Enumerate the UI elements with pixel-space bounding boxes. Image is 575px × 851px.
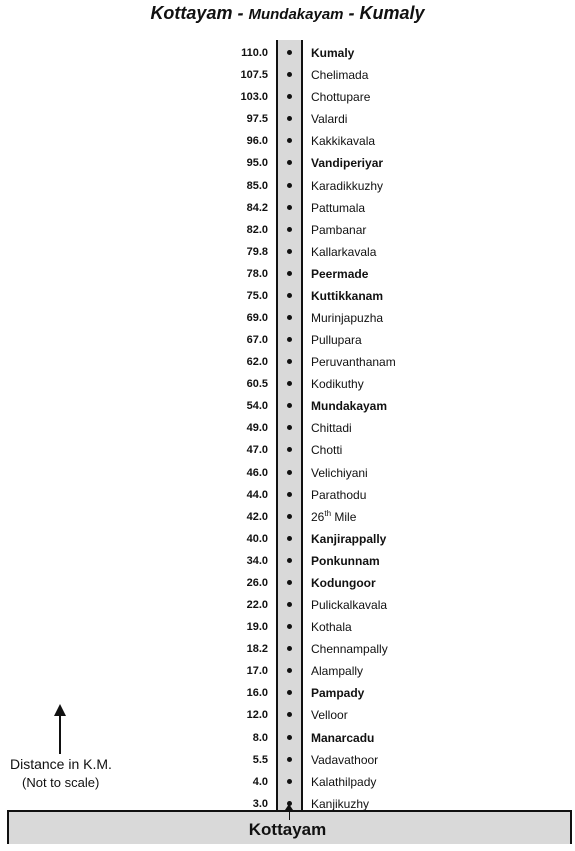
stop-distance: 78.0 [246, 267, 268, 280]
stop-name [311, 506, 356, 528]
stop-row [0, 417, 575, 439]
stop-row [0, 506, 575, 528]
stop-name [311, 616, 352, 638]
stop-name [311, 373, 364, 395]
stop-dot-icon [287, 271, 292, 276]
stop-name [311, 86, 370, 108]
stop-name [311, 660, 363, 682]
stop-name-text: Velichiyani [311, 465, 368, 480]
stop-name [311, 638, 388, 660]
stop-row [0, 219, 575, 241]
stop-dot-icon [287, 425, 292, 430]
stop-row [0, 64, 575, 86]
stop-name [311, 197, 365, 219]
stop-name-text: Vandiperiyar [311, 156, 384, 171]
stop-name [311, 484, 366, 506]
stop-dot-icon [287, 757, 292, 762]
stop-name-text: Vadavathoor [311, 752, 379, 767]
stop-name-text: Pampady [311, 686, 365, 701]
stop-name [311, 417, 352, 439]
stop-name-text: Murinjapuzha [311, 311, 384, 325]
stop-distance: 3.0 [252, 797, 268, 810]
stop-distance: 17.0 [246, 665, 268, 678]
stop-name-text: Alampally [311, 664, 364, 679]
stop-dot-icon [287, 492, 292, 497]
stop-distance: 8.0 [252, 731, 268, 744]
stop-dot-icon [287, 602, 292, 607]
stop-distance: 62.0 [246, 356, 268, 369]
stop-dot-icon [287, 337, 292, 342]
stop-dot-icon [287, 514, 292, 519]
stop-row [0, 395, 575, 417]
stop-distance: 67.0 [246, 334, 268, 346]
stop-name [311, 704, 348, 726]
stop-distance: 60.5 [246, 378, 268, 391]
stop-distance: 46.0 [246, 466, 268, 479]
stop-distance: 19.0 [246, 621, 268, 634]
stop-name-text: Kuttikkanam [311, 288, 384, 303]
legend-scale-note: (Not to scale) [22, 775, 100, 790]
stop-name-text: Kallarkavala [311, 244, 377, 259]
stop-name [311, 152, 383, 174]
stop-row [0, 638, 575, 660]
title-mid: Mundakayam [248, 6, 344, 23]
stop-row [0, 572, 575, 594]
stop-name [311, 462, 368, 484]
stop-name-text: Velloor [311, 708, 348, 723]
stop-row [0, 660, 575, 682]
title-start: Kottayam [150, 3, 233, 23]
stop-distance: 42.0 [246, 510, 268, 523]
base-label: Kottayam [248, 820, 327, 839]
stop-name [311, 307, 383, 329]
stop-row [0, 329, 575, 351]
stop-name [311, 572, 376, 594]
stop-row [0, 42, 575, 64]
stop-dot-icon [287, 668, 292, 673]
stop-dot-icon [287, 381, 292, 386]
stop-dot-icon [287, 50, 292, 55]
stop-dot-icon [287, 116, 292, 121]
stop-distance: 79.8 [246, 245, 268, 258]
stop-name [311, 241, 376, 263]
stop-distance: 69.0 [246, 312, 268, 324]
stop-name-text: Peermade [311, 266, 369, 281]
stop-dot-icon [287, 359, 292, 364]
stop-name [311, 108, 347, 130]
stop-distance: 26.0 [246, 576, 268, 589]
stop-name-text: Pambanar [311, 222, 367, 237]
stop-name-text: Kumaly [311, 46, 355, 60]
stop-name-text: Peruvanthanam [311, 355, 396, 370]
stop-name [311, 175, 383, 197]
stop-distance: 75.0 [246, 289, 268, 302]
stop-name-text: Pulickalkavala [311, 598, 388, 612]
stop-distance: 47.0 [246, 444, 268, 457]
stop-name-text: Kanjikuzhy [311, 796, 370, 811]
stop-name [311, 395, 387, 417]
stop-dot-icon [287, 690, 292, 695]
stop-dot-icon [287, 183, 292, 188]
stop-dot-icon [287, 94, 292, 99]
stop-dot-icon [287, 249, 292, 254]
stop-row [0, 616, 575, 638]
stop-row [0, 594, 575, 616]
stop-dot-icon [287, 72, 292, 77]
stop-name [311, 42, 354, 64]
stop-dot-icon [287, 624, 292, 629]
stop-name-text: Chotti [311, 443, 343, 458]
stop-distance: 40.0 [246, 532, 268, 545]
stop-name [311, 528, 386, 550]
stop-dot-icon [287, 138, 292, 143]
stop-row [0, 130, 575, 152]
stop-name-suffix: Mile [331, 509, 357, 524]
stop-name-text: Kodikuthy [311, 377, 364, 392]
stop-name-text: Kothala [311, 620, 352, 635]
stop-distance: 16.0 [246, 687, 268, 700]
stop-row [0, 682, 575, 704]
stop-row [0, 108, 575, 130]
stop-row [0, 704, 575, 726]
stop-name [311, 682, 364, 704]
stop-row [0, 351, 575, 373]
legend-distance: Distance in K.M. [10, 756, 112, 772]
stop-row [0, 175, 575, 197]
stop-row [0, 439, 575, 461]
stop-name-text: Kalathilpady [311, 774, 377, 789]
stop-distance: 97.5 [246, 113, 268, 126]
stop-name [311, 130, 375, 152]
stop-name [311, 285, 383, 307]
stop-row [0, 462, 575, 484]
stop-name-text: Kakkikavala [311, 134, 376, 149]
stop-row [0, 152, 575, 174]
stop-row [0, 285, 575, 307]
stop-dot-icon [287, 315, 292, 320]
stop-distance: 4.0 [252, 775, 268, 788]
stop-distance: 107.5 [240, 69, 268, 82]
stop-distance: 103.0 [240, 91, 268, 104]
stop-name-text: Pullupara [311, 333, 362, 347]
stop-name-text: Kodungoor [311, 575, 376, 590]
stop-dot-icon [287, 227, 292, 232]
stop-distance: 49.0 [246, 422, 268, 435]
stop-name [311, 219, 366, 241]
stop-name [311, 351, 396, 373]
stop-row [0, 307, 575, 329]
stop-dot-icon [287, 160, 292, 165]
stop-distance: 44.0 [246, 488, 268, 501]
stop-distance: 12.0 [246, 709, 268, 722]
stop-name-text: Ponkunnam [311, 553, 380, 568]
stop-row [0, 727, 575, 749]
stop-name-text: Mundakayam [311, 399, 388, 414]
stop-distance: 96.0 [246, 135, 268, 148]
stop-name-text: Kanjirappally [311, 531, 387, 546]
title-sep-1: - [232, 3, 249, 23]
stop-dot-icon [287, 536, 292, 541]
stop-distance: 82.0 [246, 223, 268, 236]
stop-name [311, 771, 376, 793]
stop-distance: 85.0 [246, 179, 268, 192]
stop-distance: 54.0 [246, 400, 268, 413]
stop-distance: 34.0 [246, 554, 268, 567]
stop-name-text: Pattumala [311, 200, 366, 215]
stop-row [0, 528, 575, 550]
stop-distance: 95.0 [246, 157, 268, 170]
stop-row [0, 263, 575, 285]
stop-distance: 5.5 [252, 753, 268, 766]
start-arrow-head-icon [285, 804, 293, 810]
stop-name [311, 727, 374, 749]
title-sep-2: - [343, 3, 360, 23]
stop-name-text: Valardi [311, 112, 348, 127]
stop-distance: 84.2 [246, 201, 268, 214]
stop-name [311, 329, 362, 351]
stop-name-text: Manarcadu [311, 730, 375, 745]
stop-distance: 18.2 [246, 643, 268, 656]
stop-name-text: Chittadi [311, 421, 352, 436]
stop-dot-icon [287, 293, 292, 298]
title-end: Kumaly [359, 3, 425, 23]
diagram-title [0, 3, 575, 24]
stop-dot-icon [287, 470, 292, 475]
stop-name-text: 26 [311, 509, 325, 524]
stop-name-text: Chelimada [311, 68, 369, 83]
stop-name [311, 594, 387, 616]
stop-row [0, 373, 575, 395]
stop-dot-icon [287, 205, 292, 210]
stop-name [311, 64, 368, 86]
stop-distance: 22.0 [246, 599, 268, 611]
up-arrow-shaft [59, 712, 61, 754]
stop-name-text: Chennampally [311, 642, 388, 657]
stop-name [311, 263, 368, 285]
stop-dot-icon [287, 580, 292, 585]
stop-name [311, 749, 378, 771]
stop-name [311, 793, 369, 815]
stop-name-text: Parathodu [311, 487, 367, 502]
stop-row [0, 86, 575, 108]
stop-dot-icon [287, 735, 292, 740]
stop-name-superscript: th [324, 508, 332, 518]
stop-name [311, 439, 342, 461]
stop-dot-icon [287, 447, 292, 452]
stop-dot-icon [287, 779, 292, 784]
stop-name [311, 550, 380, 572]
stop-row [0, 197, 575, 219]
stop-dot-icon [287, 403, 292, 408]
stop-dot-icon [287, 646, 292, 651]
stop-dot-icon [287, 712, 292, 717]
stop-dot-icon [287, 558, 292, 563]
stop-row [0, 484, 575, 506]
stop-row [0, 550, 575, 572]
stop-distance: 110.0 [241, 47, 268, 59]
stop-row [0, 241, 575, 263]
stop-name-text: Karadikkuzhy [311, 178, 384, 193]
stop-name-text: Chottupare [311, 90, 371, 105]
